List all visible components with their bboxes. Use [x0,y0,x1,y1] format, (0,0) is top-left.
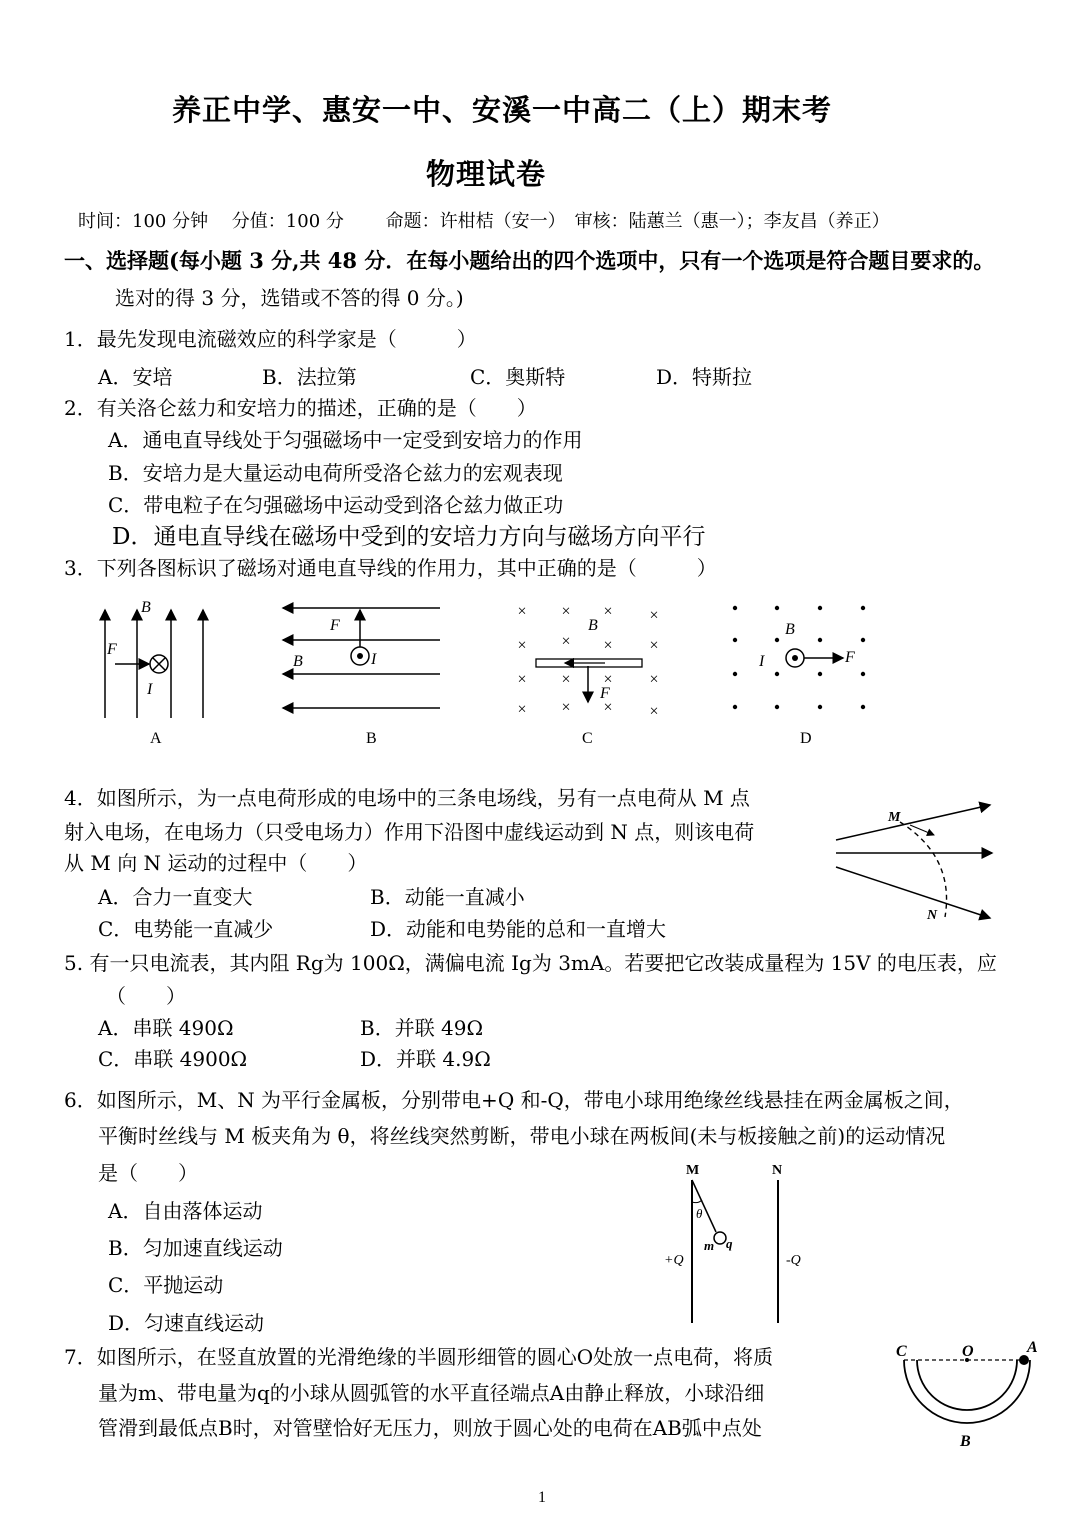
svg-text:×: × [603,637,613,654]
q3a-label-i: I [147,681,153,698]
q3b-label-f: F [330,617,340,634]
q5-option-b: B．并联 49Ω [360,1016,484,1040]
svg-text:×: × [517,671,527,688]
q6-option-a: A．自由落体运动 [108,1199,263,1223]
exam-meta: 时间：100 分钟 分值：100 分 命题：许柑桔（安一） 审核：陆蕙兰（惠一）；李友昌（养正） [78,211,890,232]
q3-caption-b: B [366,730,377,747]
q3d-label-i: I [759,653,765,670]
exam-subtitle: 物理试卷 [426,157,547,191]
q6-line1: 6．如图所示，M、N 为平行金属板，分别带电+Q 和-Q，带电小球用绝缘丝线悬挂在两金属板之间， [64,1088,964,1112]
q6-label-n: N [772,1163,783,1178]
q7-label-c: C [896,1343,907,1360]
svg-text:×: × [603,671,613,688]
q4-option-a: A．合力一直变大 [98,885,253,909]
q2-stem: 2．有关洛仑兹力和安培力的描述，正确的是（ ） [64,396,537,420]
q5-option-d: D．并联 4.9Ω [360,1047,491,1071]
section-heading-cont: 选对的得 3 分，选错或不答的得 0 分。) [115,286,464,310]
svg-text:×: × [649,703,659,720]
q6-option-d: D．匀速直线运动 [108,1311,265,1335]
q4-label-m: M [888,810,901,825]
q6-label-plus-q: +Q [664,1253,684,1268]
q3-caption-a: A [150,730,162,747]
q7-label-a: A [1027,1339,1038,1356]
q3b-label-b: B [293,653,303,670]
q3c-label-b: B [588,617,598,634]
svg-text:×: × [649,607,659,624]
q7-label-o: O [962,1343,974,1360]
q2-option-b: B．安培力是大量运动电荷所受洛仑兹力的宏观表现 [108,461,563,485]
q1-stem: 1．最先发现电流磁效应的科学家是（ ） [64,327,477,351]
q5-line1: 5. 有一只电流表，其内阻 Rg为 100Ω，满偏电流 Ig为 3mA。若要把它改装成量程为 15V 的电压表，应 [64,951,997,975]
q6-label-minus-q: -Q [786,1253,801,1268]
q3-caption-d: D [800,730,812,747]
q7-line3: 管滑到最低点B时，对管壁恰好无压力，则放于圆心处的电荷在AB弧中点处 [98,1416,762,1440]
q6-line2: 平衡时丝线与 M 板夹角为 θ，将丝线突然剪断，带电小球在两板间(未与板接触之前)的运动情况 [98,1124,946,1148]
q3d-label-f: F [845,649,855,666]
q6-figure [660,1158,820,1328]
q4-line1: 4．如图所示，为一点电荷形成的电场中的三条电场线，另有一点电荷从 M 点 [64,786,750,810]
q1-option-d: D．特斯拉 [656,365,753,389]
svg-text:×: × [561,633,571,650]
q7-label-b: B [960,1433,971,1450]
q3a-label-b: B [141,599,151,616]
svg-text:×: × [603,603,613,620]
svg-text:×: × [561,603,571,620]
q3b-label-i: I [371,651,377,668]
q2-option-a: A．通电直导线处于匀强磁场中一定受到安培力的作用 [108,428,583,452]
q6-line3: 是（ ） [98,1161,198,1185]
q3d-label-b: B [785,621,795,638]
q1-option-c: C．奥斯特 [470,365,566,389]
q6-label-m-mass: m [704,1238,715,1253]
q5-option-a: A．串联 490Ω [98,1016,234,1040]
svg-text:×: × [603,699,613,716]
q4-figure [830,795,1000,930]
q3-figure-b [275,598,445,718]
svg-text:×: × [649,671,659,688]
q1-option-a: A．安培 [98,365,173,389]
q6-label-theta: θ [696,1206,703,1221]
q4-option-c: C．电势能一直减少 [98,917,274,941]
q6-label-q: q [726,1236,733,1251]
svg-text:×: × [561,671,571,688]
svg-text:×: × [517,637,527,654]
q7-line1: 7．如图所示，在竖直放置的光滑绝缘的半圆形细管的圆心O处放一点电荷，将质 [64,1345,774,1369]
q6-option-c: C．平抛运动 [108,1273,224,1297]
exam-title: 养正中学、惠安一中、安溪一中高二（上）期末考 [172,93,833,127]
svg-text:×: × [517,603,527,620]
q2-option-c: C．带电粒子在匀强磁场中运动受到洛仑兹力做正功 [108,493,564,517]
section-heading: 一、选择题(每小题 3 分,共 48 分．在每小题给出的四个选项中，只有一个选项是符合题目要求的。 [64,248,995,273]
q1-option-b: B．法拉第 [262,365,357,389]
q4-line3: 从 M 向 N 运动的过程中（ ） [64,851,368,875]
q7-figure [890,1340,1050,1450]
q6-option-b: B．匀加速直线运动 [108,1236,283,1260]
q2-option-d: D．通电直导线在磁场中受到的安培力方向与磁场方向平行 [112,524,706,550]
q5-line2: （ ） [106,984,186,1008]
q4-option-b: B．动能一直减小 [370,885,525,909]
q3-stem: 3．下列各图标识了磁场对通电直导线的作用力，其中正确的是（ ） [64,556,717,580]
q3-figure-d [725,600,875,715]
q3-figure-a [95,598,215,723]
q7-line2: 量为m、带电量为q的小球从圆弧管的水平直径端点A由静止释放，小球沿细 [98,1381,765,1405]
svg-text:×: × [561,699,571,716]
q6-label-m: M [686,1163,700,1178]
q3-figure-c [510,600,670,720]
q4-option-d: D．动能和电势能的总和一直增大 [370,917,667,941]
q3a-label-f: F [107,641,117,658]
svg-text:×: × [649,637,659,654]
q3-caption-c: C [582,730,593,747]
q5-option-c: C．串联 4900Ω [98,1047,248,1071]
page-number: 1 [538,1489,546,1506]
q4-line2: 射入电场，在电场力（只受电场力）作用下沿图中虚线运动到 N 点，则该电荷 [64,820,755,844]
q3c-label-f: F [600,685,610,702]
q4-label-n: N [927,908,938,923]
svg-text:×: × [517,701,527,718]
